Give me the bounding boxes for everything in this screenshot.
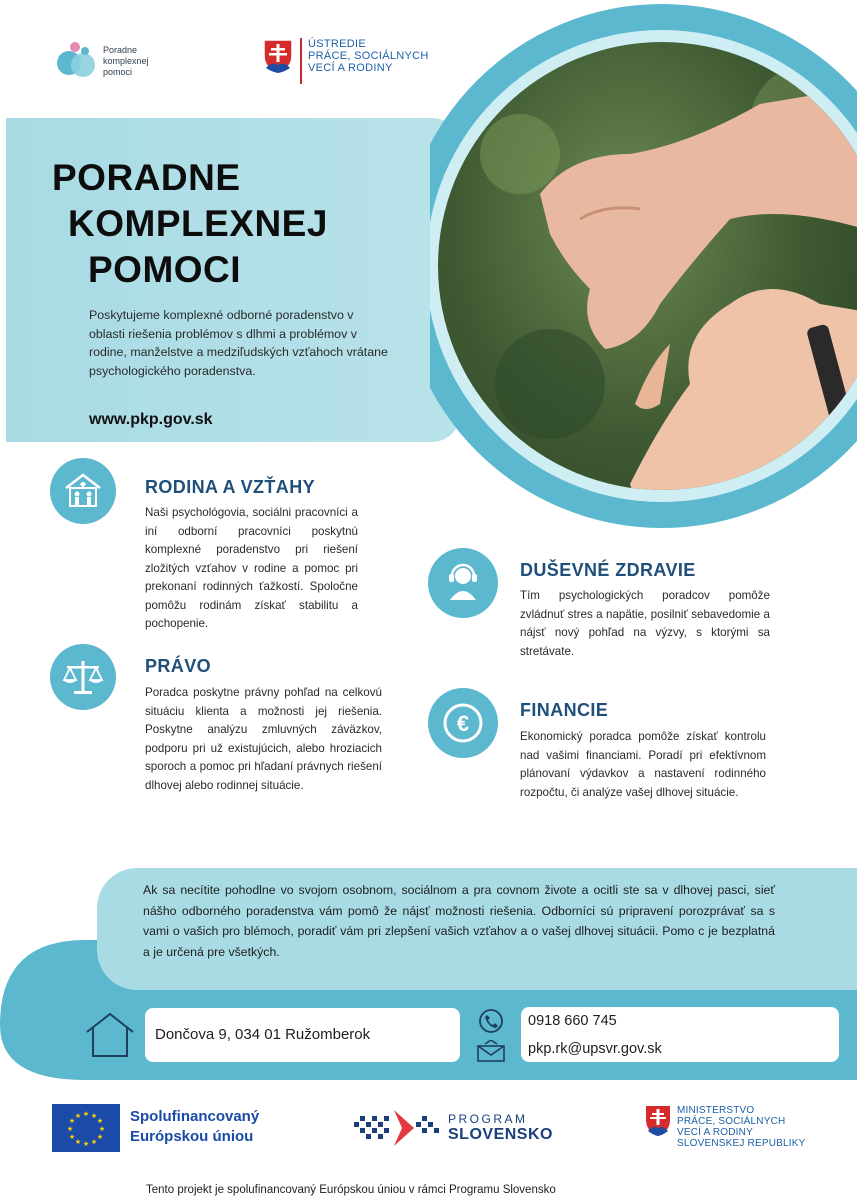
svg-text:★: ★	[82, 1140, 90, 1148]
upsvr-line1: ÚSTREDIE	[308, 38, 367, 50]
svg-text:★: ★	[74, 1138, 82, 1146]
house-icon	[84, 1010, 136, 1058]
phone-number[interactable]: 0918 660 745	[528, 1013, 617, 1029]
euro-coin-icon	[428, 688, 498, 758]
svg-text:★: ★	[68, 1117, 76, 1125]
headset-person-icon	[428, 548, 498, 618]
upsvr-line3: VECÍ A RODINY	[308, 62, 393, 74]
section-title-pravo: PRÁVO	[145, 656, 212, 676]
svg-text:★: ★	[66, 1125, 74, 1133]
section-title-rodina: RODINA A VZŤAHY	[145, 477, 315, 497]
scales-of-justice-icon	[50, 644, 116, 710]
eu-logo	[52, 1104, 302, 1154]
program-slovensko-mark-icon	[350, 1106, 442, 1152]
hero-description: Poskytujeme komplexné odborné poradenstvo v oblasti riešenia problémov s dlhmi a problémov v rodine, manželstve a medziľudských vzťahoch vrátane psychologického poradenstva.	[89, 308, 388, 378]
ministry-line3: VECÍ A RODINY	[677, 1127, 753, 1138]
eu-flag-icon	[52, 1104, 120, 1152]
ministry-line2: PRÁCE, SOCIÁLNYCH	[677, 1116, 786, 1127]
ministry-line4: SLOVENSKEJ REPUBLIKY	[677, 1138, 806, 1149]
slovak-coat-of-arms-icon	[262, 38, 294, 74]
phone-icon	[478, 1008, 504, 1034]
upsvr-line2: PRÁCE, SOCIÁLNYCH	[308, 50, 429, 62]
email-address[interactable]: pkp.rk@upsvr.gov.sk	[528, 1041, 662, 1057]
section-text-financie: Ekonomický poradca pomôže získať kontrolu nad vašimi financiami. Poradí pri efektívnom plánovaní výdavkov a nastavení rodinného rozpočtu, či analýze vašej dlhovej situácie.	[520, 730, 766, 799]
section-title-dusevne: DUŠEVNÉ ZDRAVIE	[520, 560, 696, 580]
pkp-hands-icon	[55, 37, 101, 85]
pkp-logo-line3: pomoci	[103, 67, 133, 77]
ministry-logo	[645, 1103, 825, 1159]
svg-text:★: ★	[98, 1125, 106, 1133]
svg-text:★: ★	[74, 1112, 82, 1120]
eu-text-line2: Európskou úniou	[130, 1128, 254, 1145]
title-line-3: POMOCI	[88, 249, 242, 290]
slovensko-label: SLOVENSKO	[448, 1126, 553, 1143]
svg-text:★: ★	[96, 1117, 104, 1125]
family-house-icon	[50, 458, 116, 524]
title-line-2: KOMPLEXNEJ	[68, 203, 328, 244]
pkp-logo	[55, 37, 185, 87]
svg-text:★: ★	[82, 1110, 90, 1118]
ministry-line1: MINISTERSTVO	[677, 1105, 755, 1116]
logo-separator	[300, 38, 302, 84]
info-text: Ak sa necítite pohodlne vo svojom osobnom, sociálnom a pra covnom živote a ocitli ste sa v dlhovej pasci, sieť nášho odborného poradenstva vám pomô že nájsť možnosti riešenia. Odborníci sú pripravení porozprávať sa s vami o vašich pro blémoch, poradiť vám pri zlepšení vašich vzťahov a o vašej dlhovej situácii. Pomo c je bezplatná a je určená pre všetkých.	[143, 883, 775, 959]
svg-text:★: ★	[90, 1138, 98, 1146]
website-link[interactable]: www.pkp.gov.sk	[89, 411, 213, 428]
email-icon	[476, 1040, 506, 1062]
pkp-logo-line1: Poradne	[103, 45, 138, 55]
eu-text-line1: Spolufinancovaný	[130, 1108, 260, 1125]
title-line-1: PORADNE	[52, 157, 241, 198]
section-title-financie: FINANCIE	[520, 700, 609, 720]
slovak-coat-of-arms-small-icon	[645, 1105, 671, 1137]
svg-text:€: €	[456, 711, 470, 736]
svg-text:★: ★	[90, 1112, 98, 1120]
hands-photo	[430, 4, 857, 544]
page-title	[52, 155, 328, 293]
section-text-dusevne: Tím psychologických poradcov pomôže zvládnuť stres a napätie, posilniť sebavedomie a nájsť nový pohľad na výzvy, s ktorými sa stretávate.	[520, 589, 770, 658]
svg-text:★: ★	[96, 1133, 104, 1141]
program-slovensko-logo	[350, 1104, 570, 1154]
section-text-rodina: Naši psychológovia, sociálni pracovníci a iní odborní pracovníci poskytnú komplexné poradenstvo pri riešení zložitých vzťahov v rodine a pomoc pri prekonaní rodinných ťažkostí. Spoločne pomôžu rodinám získať stabilitu a pochopenie.	[145, 506, 358, 630]
svg-text:★: ★	[68, 1133, 76, 1141]
pkp-logo-line2: komplexnej	[103, 56, 149, 66]
program-label: PROGRAM	[448, 1112, 528, 1126]
address-text: Dončova 9, 034 01 Ružomberok	[155, 1026, 371, 1043]
section-text-pravo: Poradca poskytne právny pohľad na celkovú situáciu klienta a možnosti jej riešenia. Poskytne analýzu zmluvných záväzkov, podporu pri už existujúcich, alebo hroziacich sporoch a pomoc pri hľadaní právnych riešení dlhovej alebo rodinnej situácie.	[145, 686, 382, 792]
footer-note: Tento projekt je spolufinancovaný Európskou úniou v rámci Programu Slovensko	[146, 1184, 556, 1196]
